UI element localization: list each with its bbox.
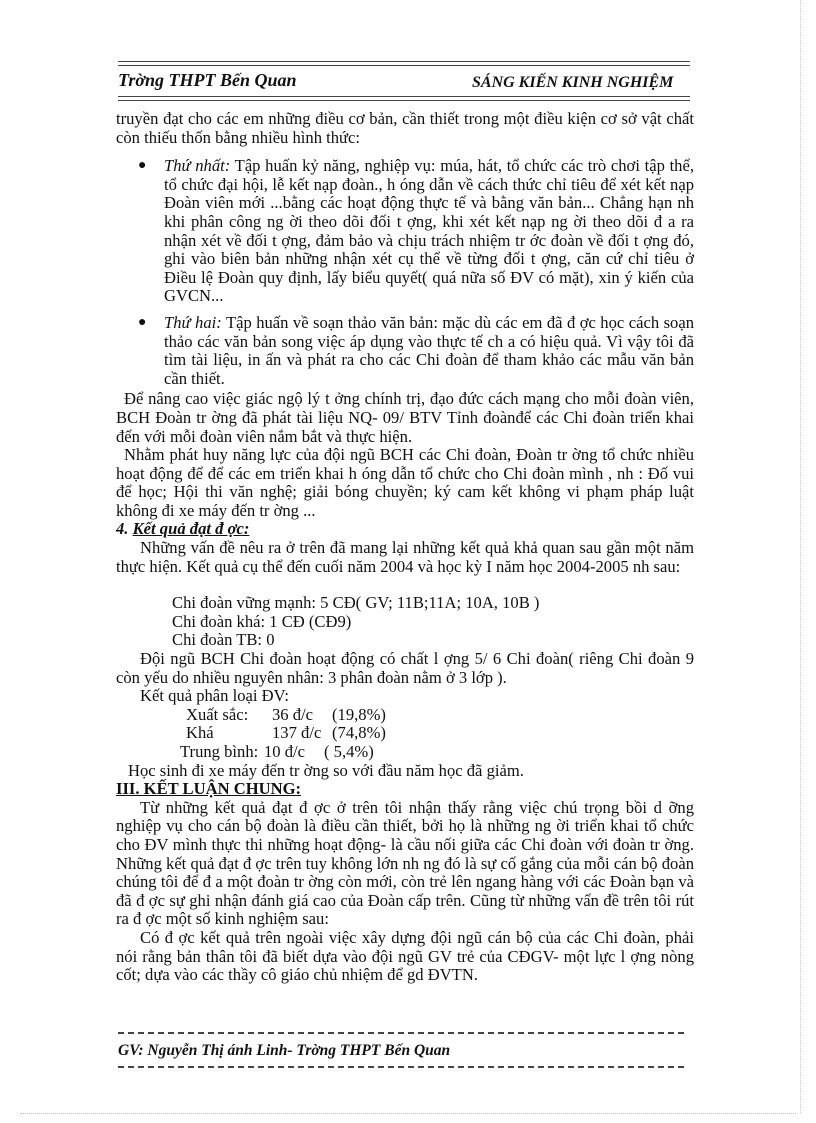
section-4-title: Kết quả đạt đ ợc: <box>132 519 250 539</box>
section-4-number: 4. <box>116 519 129 539</box>
footer-author: GV: Nguyễn Thị ánh Linh- Trờng THPT Bến Quan <box>118 1042 451 1059</box>
header-school-name: Trờng THPT Bến Quan <box>118 70 297 90</box>
bullet-item-2 <box>138 312 694 388</box>
bullet-dot-icon: ● <box>138 158 147 174</box>
bullet-dot-icon: ● <box>138 314 147 330</box>
header-document-type: SÁNG KIẾN KINH NGHIỆM <box>472 74 674 91</box>
page-edge-right <box>800 0 801 1113</box>
classification-list <box>116 706 694 762</box>
document-body <box>116 110 694 985</box>
paragraph-activities: Nhằm phát huy năng lực của đội ngũ BCH các Chi đoàn, Đoàn tr ờng tổ chức nhiều hoạt động để để các em triển khai h óng dẫn tổ chức cho Chi đoàn mình , nh : Đố vui để học; Hội thi văn nghệ; giải bóng chuyền; ký cam kết không vi phạm pháp luật không đi xe máy đến tr ờng ... <box>116 445 694 520</box>
classification-count: 137 đ/c <box>272 723 322 743</box>
classification-row <box>116 743 694 762</box>
classification-title: Kết quả phân loại ĐV: <box>140 686 289 706</box>
classification-row <box>116 724 694 743</box>
bullet1-text: Tập huấn kỷ năng, nghiệp vụ: múa, hát, tổ chức các trò chơi tập thể, tổ chức đại hội, lễ kết nạp đoàn., h óng dẫn về cách thức chỉ tiêu để xét kết nạp Đoàn viên mới ...bằng các hoạt động thực tế và bằng văn bản... Chẳng hạn nh khi phân công ng ời theo dõi đối t ợng, khi xét kết nạp ng ời theo dõi đ a ra nhận xét về đối t ợng, đảm bảo và chịu trách nhiệm tr ớc đoàn về đối t ợng đó, ghi vào biên bản những nhận xét cụ thể về từng đối t ợng, căn cứ chỉ tiêu ở Điều lệ Đoàn quy định, lấy biểu quyết( quá nữa số ĐV có mặt), xin ý kiến của GVCN... <box>164 156 694 306</box>
header-bottom-rule <box>118 96 690 101</box>
header-top-rule <box>118 61 690 66</box>
paragraph-results-intro: Những vấn đề nêu ra ở trên đã mang lại những kết quả khả quan sau gần một năm thực hiện. Kết quả cụ thể đến cuối năm 2004 và học kỳ I năm học 2004-2005 nh sau: <box>116 538 694 576</box>
paragraph-committee-quality: Đội ngũ BCH Chi đoàn hoạt động có chất l ợng 5/ 6 Chi đoàn( riêng Chi đoàn 9 còn yếu do nhiều nguyên nhân: 3 phân đoàn nằm ở 3 lớp ). <box>116 649 694 687</box>
result-good-branches: Chi đoàn khá: 1 CĐ (CĐ9) <box>172 611 352 631</box>
footer-top-rule <box>118 1032 684 1034</box>
classification-count: 10 đ/c <box>264 742 306 761</box>
classification-count: 36 đ/c <box>272 704 314 724</box>
bullet2-text: Tập huấn về soạn thảo văn bản: mặc dù các em đã đ ợc học cách soạn thảo các văn bản song việc áp dụng vào thực tế ch a có hiệu quả. Vì vậy tôi đã tìm tài liệu, in ấn và phát ra cho các Chi đoàn để tham khảo các mẫu văn bản cần thiết. <box>164 312 694 388</box>
classification-label: Xuất sắc: <box>186 704 249 724</box>
paragraph-experience: Có đ ợc kết quả trên ngoài việc xây dựng đội ngũ cán bộ của các Chi đoàn, phải nói rằng bản thân tôi đã biết dựa vào đội ngũ GV trẻ của CĐGV- một lực l ợng nòng cốt; dựa vào các thầy cô giáo chủ nhiệm để gd ĐVTN. <box>116 927 694 985</box>
section-3-heading: III. KẾT LUẬN CHUNG: <box>116 779 302 799</box>
classification-label: Trung bình: <box>180 742 259 761</box>
result-strong-branches: Chi đoàn vững mạnh: 5 CĐ( GV; 11B;11A; 10A, 10B ) <box>172 593 540 613</box>
paragraph-motorbike: Học sinh đi xe máy đến tr ờng so với đầu năm học đã giảm. <box>128 760 524 780</box>
footer-bottom-rule <box>118 1066 684 1068</box>
intro-paragraph: truyền đạt cho các em những điều cơ bản, cần thiết trong một điều kiện cơ sở vật chất còn thiếu thốn bằng nhiều hình thức: <box>116 109 694 147</box>
bullet-item-1 <box>138 156 694 306</box>
bullet1-lead: Thứ nhất: <box>164 156 231 176</box>
classification-row <box>116 706 694 725</box>
classification-percent: (74,8%) <box>332 723 386 743</box>
spacer <box>116 576 694 594</box>
page-edge-bottom <box>20 1113 796 1114</box>
result-average-branches: Chi đoàn TB: 0 <box>172 630 275 650</box>
classification-percent: ( 5,4%) <box>324 742 374 761</box>
classification-percent: (19,8%) <box>332 704 386 724</box>
paragraph-conclusion: Từ những kết quả đạt đ ợc ở trên tôi nhận thấy rằng việc chú trọng bồi d ỡng nghiệp vụ cho cán bộ đoàn là điều cần thiết, bởi họ là những ng ời triển khai tổ chức cho ĐV mình thực thi những hoạt động- là cầu nối giữa các Chi đoàn với đoàn tr ờng. Những kết quả đạt đ ợc trên tuy không lớn nh ng đó là sự cố gắng của mỗi cán bộ đoàn chúng tôi để đ a một đoàn tr ờng còn mới, còn trẻ lên ngang hàng với các Đoàn bạn và đã đ ợc sự ghi nhận đánh giá cao của Đoàn cấp trên. Cũng từ những vấn đề trên tôi rút ra đ ợc một số kinh nghiệm sau: <box>116 797 694 929</box>
section-4-heading <box>116 520 694 539</box>
classification-label: Khá <box>186 723 214 743</box>
bullet2-lead: Thứ hai: <box>164 312 222 332</box>
paragraph-ideology: Để nâng cao việc giác ngộ lý t ởng chính trị, đạo đức cách mạng cho mỗi đoàn viên, BCH Đoàn tr ờng đã phát tài liệu NQ- 09/ BTV Tỉnh đoànđể các Chi đoàn triển khai đến với mỗi đoàn viên nắm bắt và thực hiện. <box>116 389 694 446</box>
